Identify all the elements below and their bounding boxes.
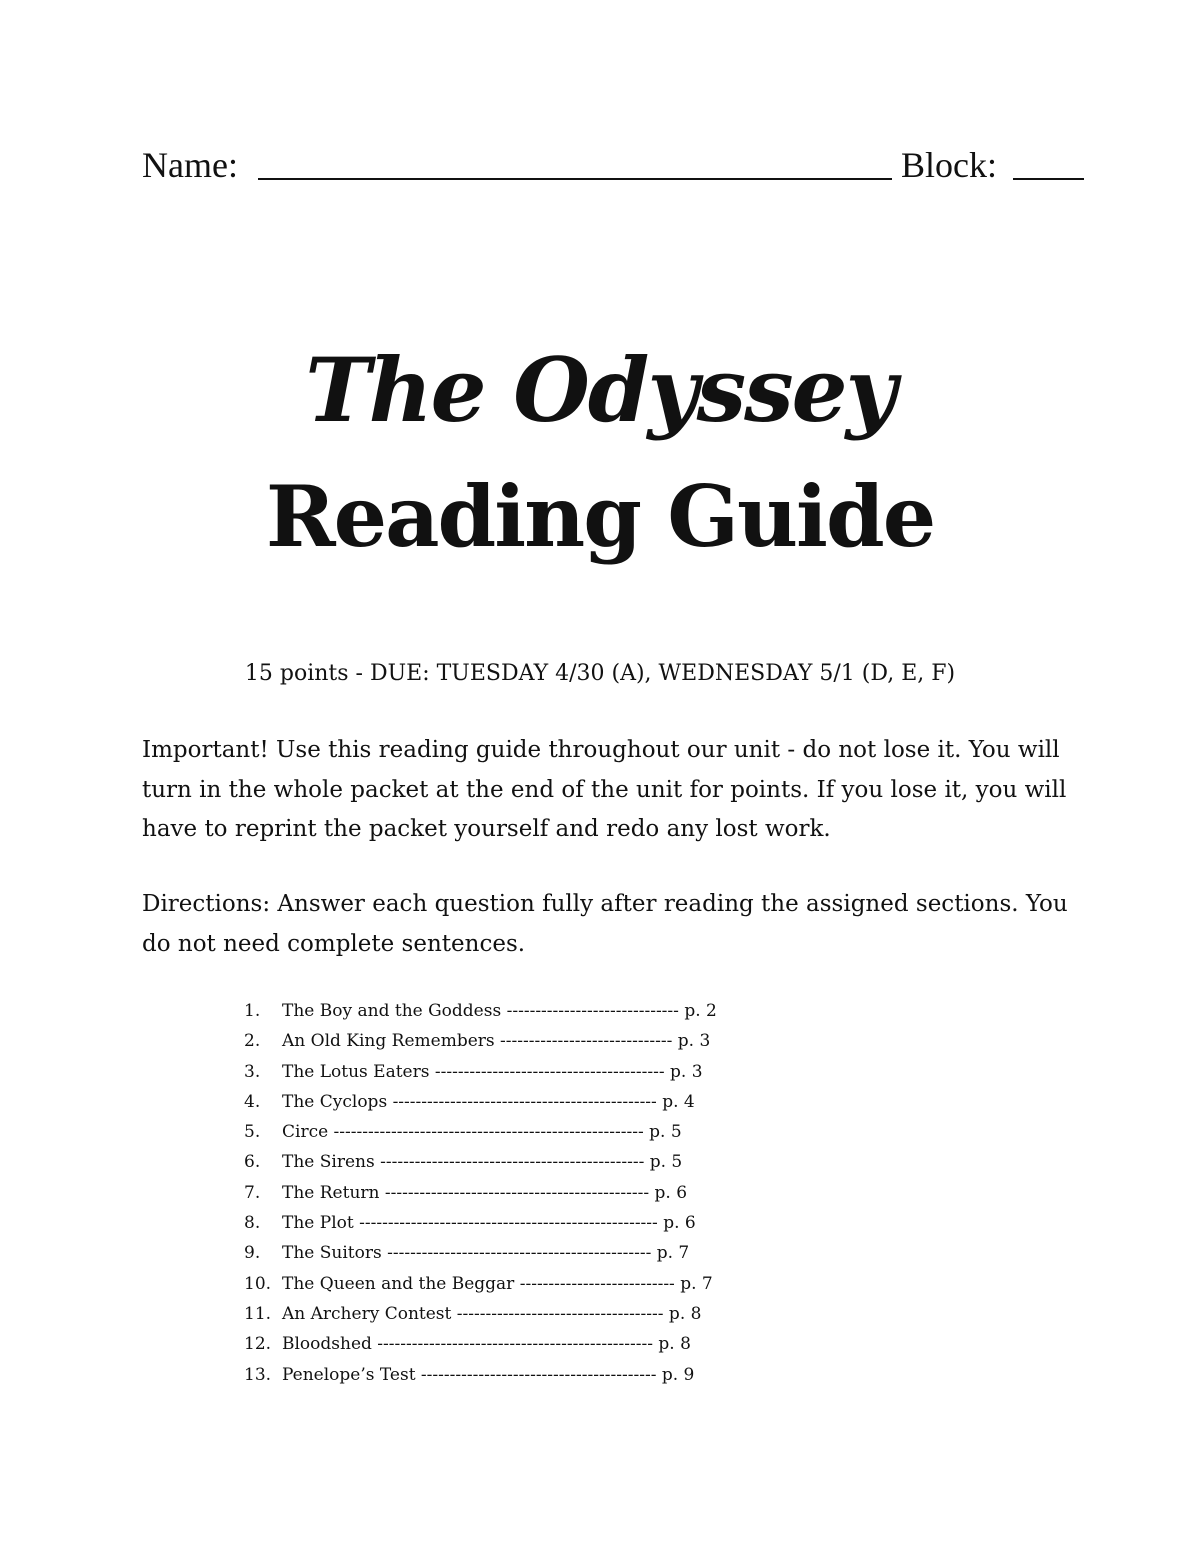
toc-item xyxy=(244,1238,744,1268)
toc-number: 5. xyxy=(244,1122,261,1143)
block-blank-line xyxy=(1013,178,1084,180)
toc-number: 6. xyxy=(244,1152,261,1173)
toc-number: 4. xyxy=(244,1091,261,1112)
toc-number: 1. xyxy=(244,1001,261,1021)
toc-entry: The Cyclops ---------------------------------------------- p. 4 xyxy=(282,1091,695,1112)
toc-item xyxy=(244,1360,744,1390)
toc-number: 3. xyxy=(244,1061,261,1082)
important-paragraph: Important! Use this reading guide throughout our unit - do not lose it. You will turn in the whole packet at the end of the unit for points. If you lose it, you will have to reprint the packet yourself and redo any lost work. xyxy=(142,737,1067,842)
toc-item xyxy=(244,1329,744,1359)
toc-number: 11. xyxy=(244,1303,272,1324)
toc-entry: Bloodshed ------------------------------------------------ p. 8 xyxy=(282,1334,691,1355)
toc-number: 2. xyxy=(244,1031,261,1052)
due-date-line: 15 points - DUE: TUESDAY 4/30 (A), WEDNESDAY 5/1 (D, E, F) xyxy=(244,661,956,686)
toc-item xyxy=(244,1087,744,1117)
block-label: Block: xyxy=(901,145,997,185)
toc-item xyxy=(244,996,744,1026)
toc-entry: The Suitors ---------------------------------------------- p. 7 xyxy=(282,1243,690,1264)
toc-entry: The Boy and the Goddess ------------------------------ p. 2 xyxy=(282,1001,717,1021)
toc-entry: The Queen and the Beggar --------------------------- p. 7 xyxy=(282,1273,713,1294)
toc-item xyxy=(244,1117,744,1147)
toc-item xyxy=(244,1147,744,1177)
toc-number: 13. xyxy=(244,1364,272,1385)
toc-entry: The Plot ---------------------------------------------------- p. 6 xyxy=(282,1213,696,1234)
toc-entry: Circe ------------------------------------------------------ p. 5 xyxy=(282,1122,682,1143)
name-label: Name: xyxy=(142,145,238,185)
toc-entry: An Archery Contest ------------------------------------ p. 8 xyxy=(282,1303,702,1324)
toc-item xyxy=(244,1178,744,1208)
toc-entry: The Sirens ---------------------------------------------- p. 5 xyxy=(282,1152,683,1173)
toc-item xyxy=(244,1026,744,1056)
table-of-contents xyxy=(244,996,744,1390)
name-block-header xyxy=(142,140,1084,190)
toc-number: 7. xyxy=(244,1182,261,1203)
toc-item xyxy=(244,1057,744,1087)
toc-item xyxy=(244,1269,744,1299)
toc-entry: Penelope’s Test ----------------------------------------- p. 9 xyxy=(282,1364,695,1385)
name-blank-line xyxy=(258,178,892,180)
toc-entry: The Return ---------------------------------------------- p. 6 xyxy=(282,1182,688,1203)
directions-paragraph: Directions: Answer each question fully after reading the assigned sections. You do not need complete sentences. xyxy=(142,891,1068,957)
toc-entry: The Lotus Eaters ---------------------------------------- p. 3 xyxy=(282,1061,703,1082)
title-line-2: Reading Guide xyxy=(265,467,935,566)
toc-number: 8. xyxy=(244,1213,261,1234)
toc-number: 9. xyxy=(244,1243,261,1264)
toc-number: 12. xyxy=(244,1334,272,1355)
toc-entry: An Old King Remembers ------------------------------ p. 3 xyxy=(282,1031,711,1052)
toc-number: 10. xyxy=(244,1273,272,1294)
toc-item xyxy=(244,1299,744,1329)
toc-item xyxy=(244,1208,744,1238)
title-line-1: The Odyssey xyxy=(305,338,895,442)
